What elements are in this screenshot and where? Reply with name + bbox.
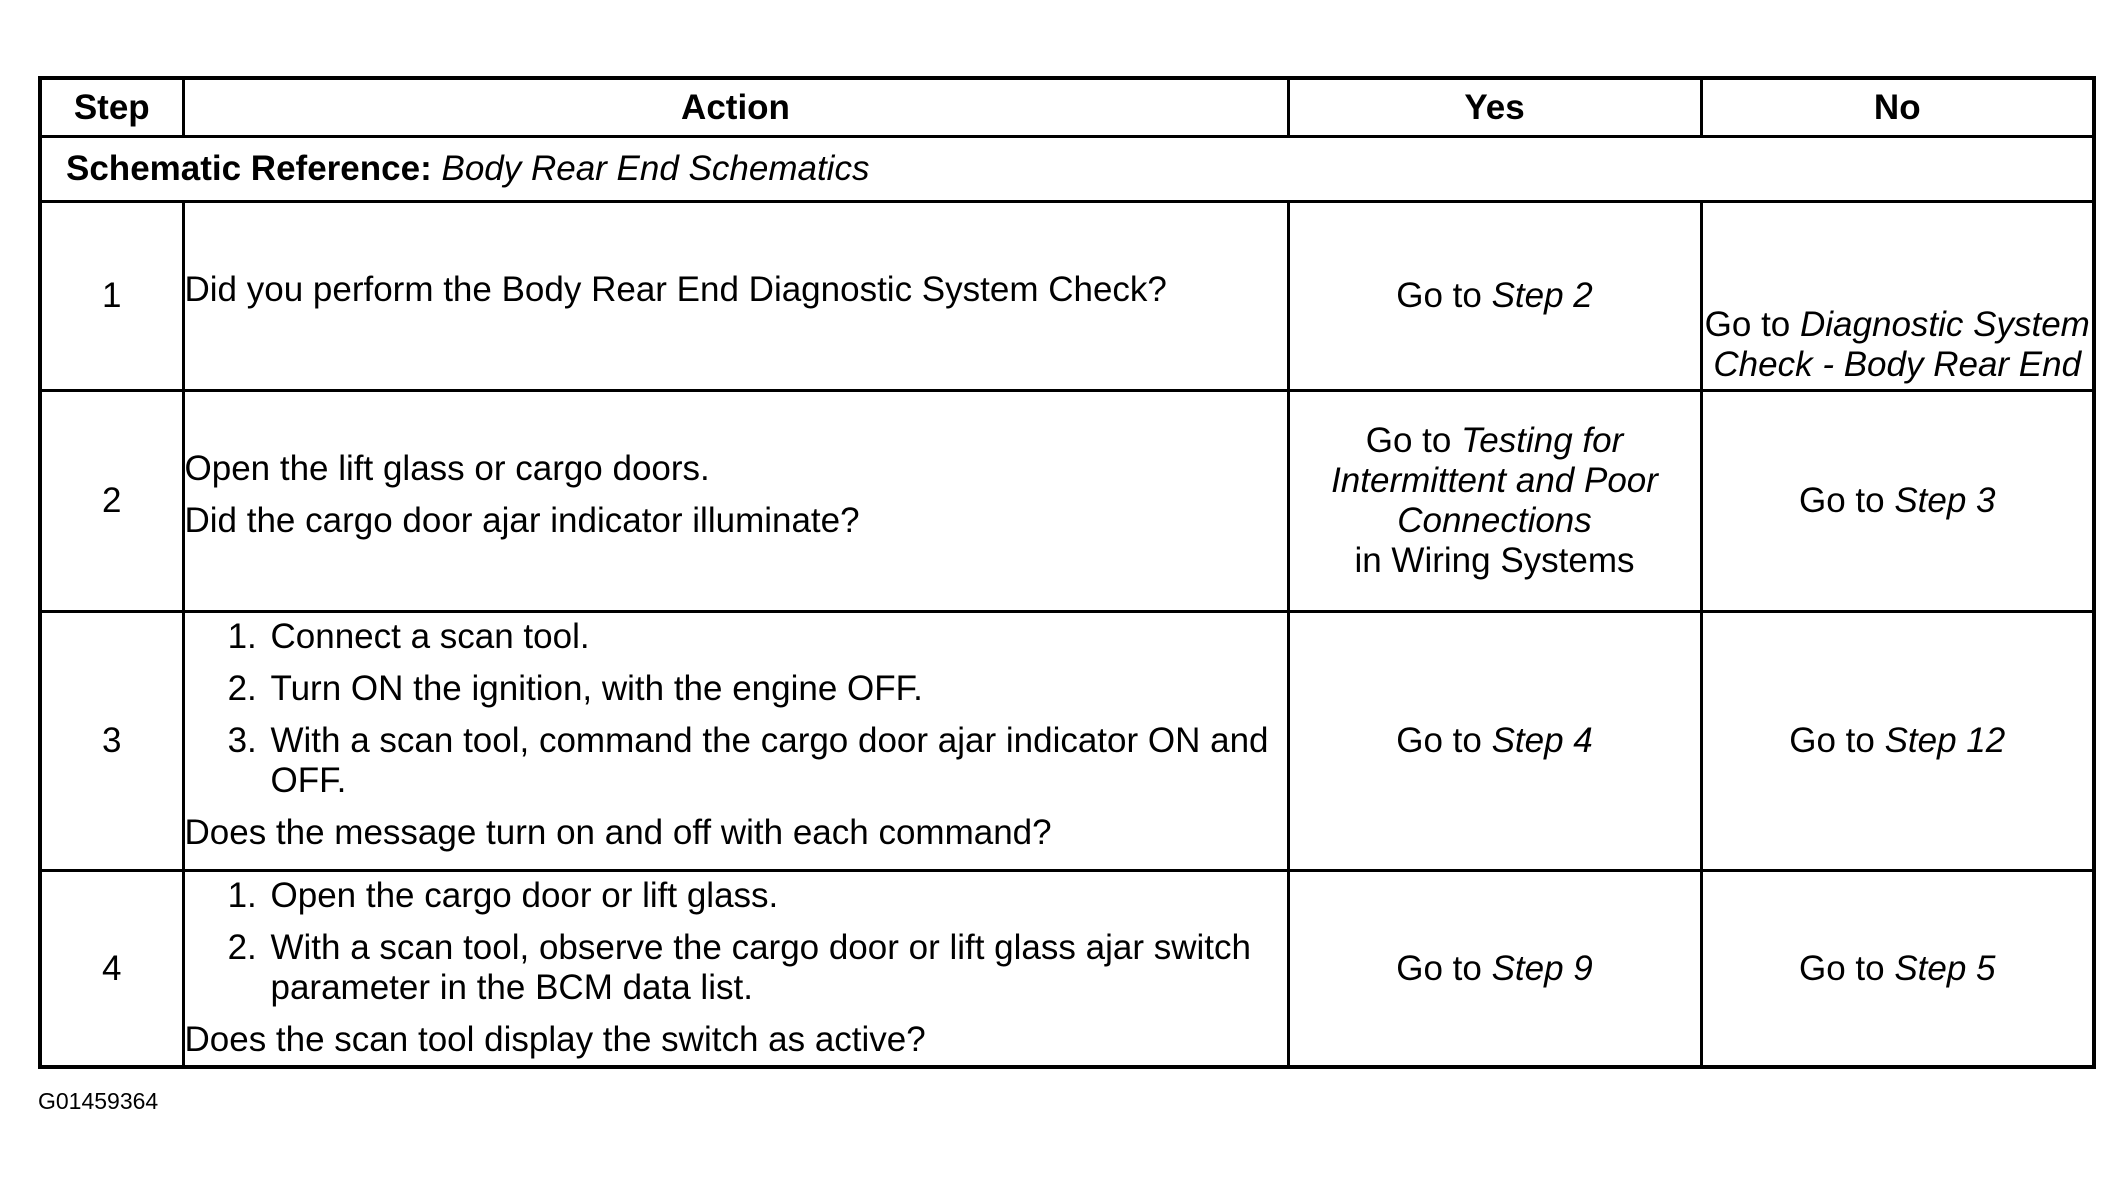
yes-cell xyxy=(1288,202,1701,391)
action-question: Does the message turn on and off with each command? xyxy=(184,813,1052,852)
action-line: Open the lift glass or cargo doors. xyxy=(184,449,710,488)
diagnostic-table xyxy=(38,76,2096,1069)
schematic-reference-row xyxy=(40,137,2094,202)
action-list-item: 3. With a scan tool, command the cargo door ajar indicator ON and OFF. xyxy=(267,721,1287,801)
action-cell xyxy=(183,391,1288,612)
schematic-reference-label: Schematic Reference: xyxy=(66,149,432,188)
yes-cell xyxy=(1288,871,1701,1068)
action-cell xyxy=(183,202,1288,391)
yes-cell xyxy=(1288,612,1701,871)
no-cell xyxy=(1701,202,2094,391)
yes-ref: Step 2 xyxy=(1491,276,1593,315)
yes-prefix: Go to xyxy=(1396,276,1492,315)
no-cell xyxy=(1701,391,2094,612)
action-list-item: 1. Open the cargo door or lift glass. xyxy=(267,876,1287,916)
table-header-row xyxy=(40,78,2094,137)
step-number: 1 xyxy=(40,202,183,391)
schematic-reference xyxy=(40,137,2094,202)
header-no: No xyxy=(1701,78,2094,137)
action-list-item: 2. Turn ON the ignition, with the engine OFF. xyxy=(267,669,1287,709)
header-yes: Yes xyxy=(1288,78,1701,137)
yes-prefix: Go to xyxy=(1396,948,1492,988)
yes-suffix: in Wiring Systems xyxy=(1354,541,1635,580)
action-cell xyxy=(183,612,1288,871)
no-prefix: Go to xyxy=(1704,305,1800,344)
table-row xyxy=(40,612,2094,871)
header-action: Action xyxy=(183,78,1288,137)
yes-prefix: Go to xyxy=(1365,421,1462,460)
action-list-item: 1. Connect a scan tool. xyxy=(267,617,1287,657)
action-question: Does the scan tool display the switch as active? xyxy=(184,1019,926,1059)
yes-cell xyxy=(1288,391,1701,612)
no-ref: Step 12 xyxy=(1884,721,2006,760)
figure-id: G01459364 xyxy=(38,1088,159,1114)
yes-ref: Step 9 xyxy=(1491,948,1593,988)
no-prefix: Go to xyxy=(1798,481,1895,520)
action-list xyxy=(185,876,1287,1008)
no-cell xyxy=(1701,871,2094,1068)
yes-prefix: Go to xyxy=(1396,721,1492,760)
step-number: 3 xyxy=(40,612,183,871)
action-cell xyxy=(183,871,1288,1068)
no-ref: Step 3 xyxy=(1894,481,1996,520)
header-step: Step xyxy=(40,78,183,137)
yes-ref: Step 4 xyxy=(1491,721,1593,760)
schematic-reference-value: Body Rear End Schematics xyxy=(441,149,870,188)
no-prefix: Go to xyxy=(1798,948,1895,988)
table-row xyxy=(40,202,2094,391)
action-list xyxy=(185,617,1287,801)
yes-ref: Testing for Intermittent and Poor Connections xyxy=(1331,421,1658,540)
no-cell xyxy=(1701,612,2094,871)
action-list-item: 2. With a scan tool, observe the cargo door or lift glass ajar switch parameter in the BCM data list. xyxy=(267,928,1287,1008)
table-row xyxy=(40,391,2094,612)
no-ref: Diagnostic System Check - Body Rear End xyxy=(1713,305,2090,384)
step-number: 2 xyxy=(40,391,183,612)
no-prefix: Go to xyxy=(1789,721,1885,760)
table-row xyxy=(40,871,2094,1068)
no-ref: Step 5 xyxy=(1894,948,1996,988)
action-question: Did you perform the Body Rear End Diagnostic System Check? xyxy=(184,270,1167,309)
action-question: Did the cargo door ajar indicator illuminate? xyxy=(184,501,860,540)
step-number: 4 xyxy=(40,871,183,1068)
